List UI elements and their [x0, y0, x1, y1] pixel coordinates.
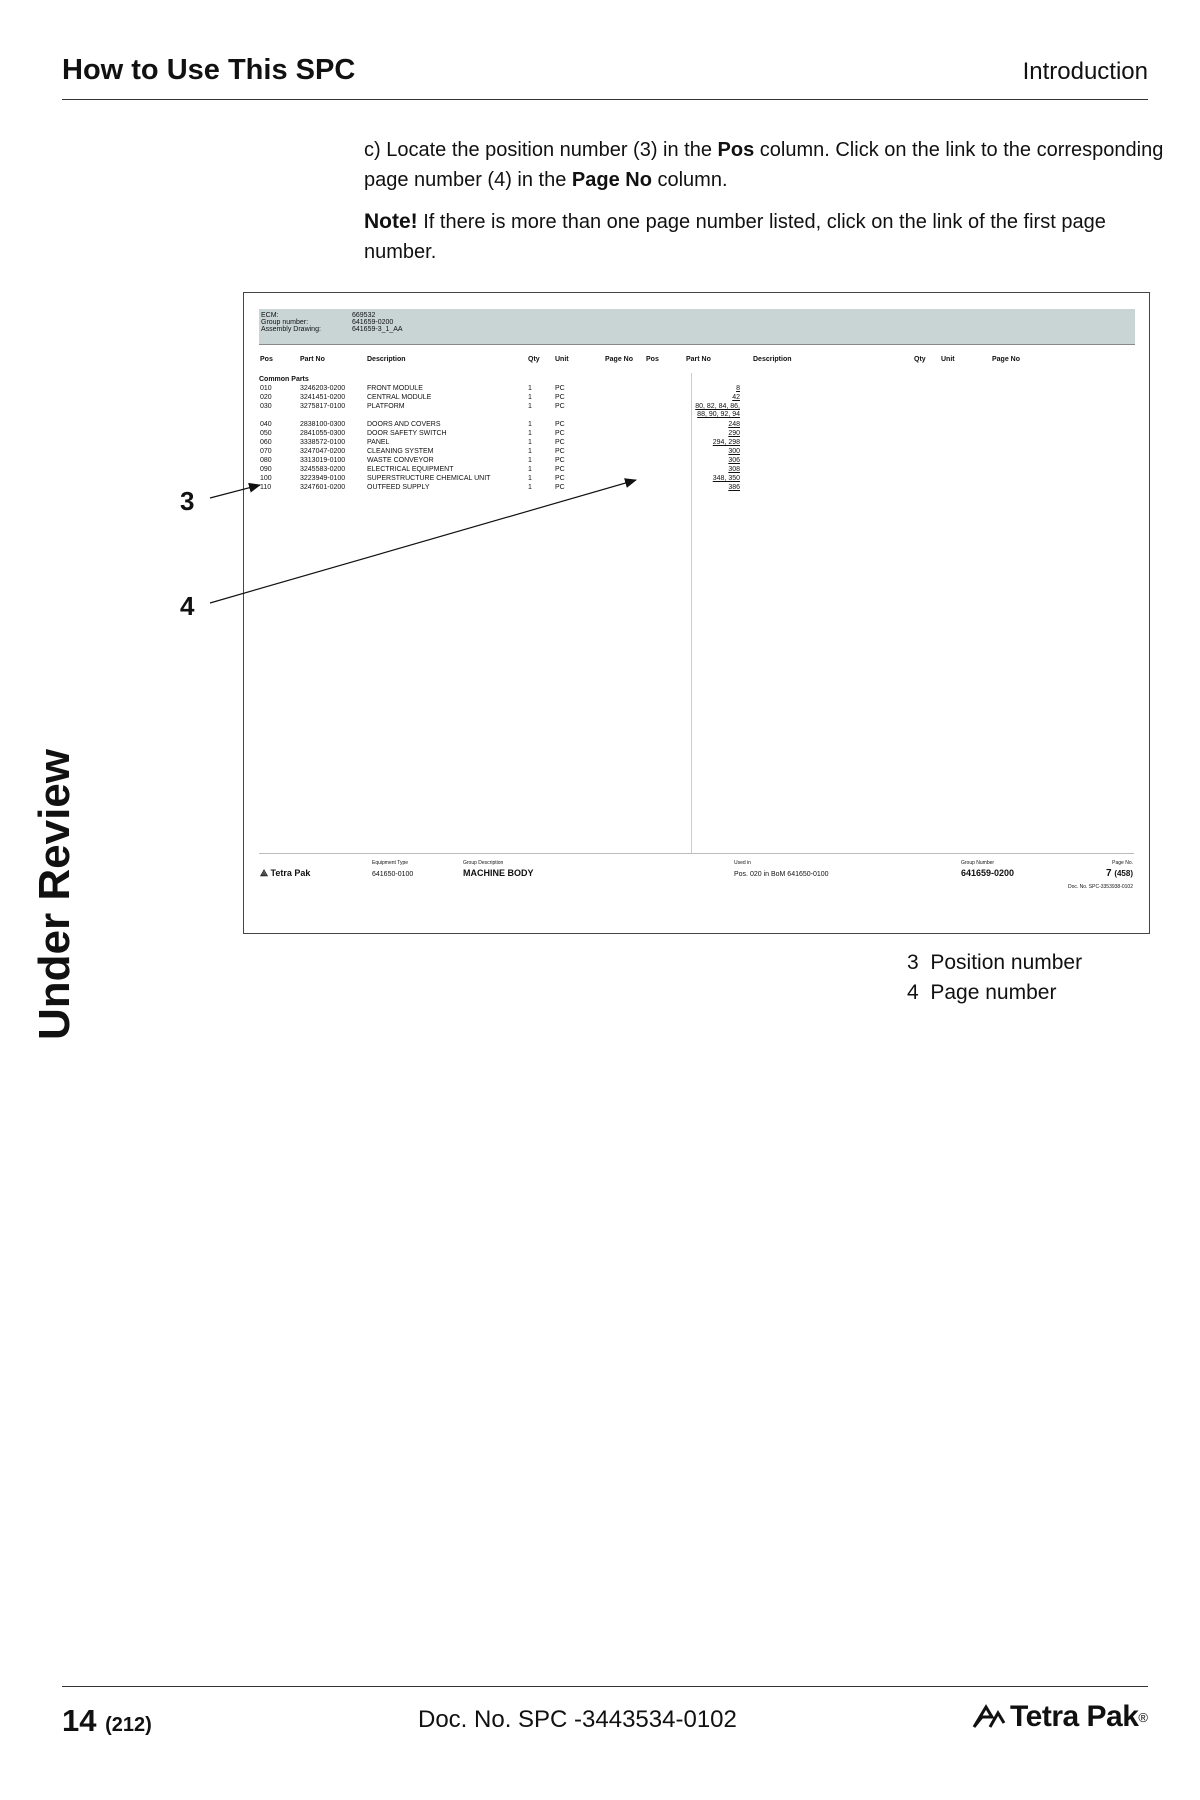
- page-number-value: 14: [62, 1703, 97, 1738]
- row-description: CLEANING SYSTEM: [367, 448, 434, 455]
- legend-text: Position number: [930, 951, 1083, 974]
- row-qty: 1: [528, 466, 532, 473]
- row-unit: PC: [555, 403, 565, 410]
- tetra-pak-icon: [970, 1703, 1010, 1731]
- instruction-text-3: column.: [651, 169, 728, 191]
- row-part-no: 3223949-0100: [300, 475, 346, 482]
- page-no-label: Page No.: [1112, 860, 1133, 866]
- row-qty: 1: [528, 484, 532, 491]
- row-pos: 050: [260, 430, 272, 437]
- legend-num: 4: [907, 981, 919, 1004]
- info-value: 641659-3_1_AA: [352, 326, 403, 333]
- callout-3: 3: [180, 486, 195, 516]
- row-description: FRONT MODULE: [367, 385, 423, 392]
- row-page-link[interactable]: 88, 90, 92, 94: [697, 411, 740, 418]
- row-description: PLATFORM: [367, 403, 405, 410]
- row-qty: 1: [528, 439, 532, 446]
- row-qty: 1: [528, 385, 532, 392]
- row-description: PANEL: [367, 439, 390, 446]
- page-no-column-name: Page No: [571, 169, 652, 191]
- group-description-value: MACHINE BODY: [463, 868, 534, 878]
- arrow-4: [210, 480, 636, 603]
- column-header-left: Qty: [528, 356, 540, 363]
- column-header-right: Unit: [941, 356, 955, 363]
- page-total: (212): [105, 1714, 152, 1736]
- row-unit: PC: [555, 466, 565, 473]
- row-pos: 070: [260, 448, 272, 455]
- page-number: [62, 1703, 152, 1739]
- note-label: Note!: [364, 210, 418, 233]
- row-description: OUTFEED SUPPLY: [367, 484, 430, 491]
- equipment-type-label: Equipment Type: [372, 860, 409, 866]
- row-qty: 1: [528, 394, 532, 401]
- column-header-left: Description: [367, 356, 406, 363]
- pos-column-name: Pos: [717, 139, 755, 161]
- row-qty: 1: [528, 421, 532, 428]
- row-part-no: 3246203-0200: [300, 385, 346, 392]
- row-page-link[interactable]: 308: [728, 466, 740, 473]
- row-qty: 1: [528, 430, 532, 437]
- row-page-link[interactable]: 386: [728, 484, 740, 491]
- legend-num: 3: [907, 951, 919, 974]
- row-pos: 020: [260, 394, 272, 401]
- row-unit: PC: [555, 421, 565, 428]
- under-review-watermark: Under Review: [30, 749, 79, 1040]
- row-part-no: 3245583-0200: [300, 466, 346, 473]
- legend-text: Page number: [930, 981, 1057, 1004]
- tetra-pak-mini-icon: ⟁: [260, 868, 269, 878]
- column-header-left: Unit: [555, 356, 569, 363]
- row-part-no: 3275817-0100: [300, 403, 346, 410]
- row-pos: 010: [260, 385, 272, 392]
- row-page-link[interactable]: 290: [728, 430, 740, 437]
- row-part-no: 3241451-0200: [300, 394, 346, 401]
- row-page-link[interactable]: 8: [736, 385, 740, 392]
- note-text: If there is more than one page number listed, click on the link of the first page number.: [364, 211, 1106, 263]
- column-header-right: Qty: [914, 356, 926, 363]
- page-no-total: (458): [1114, 869, 1133, 878]
- column-header-right: Part No: [686, 356, 711, 363]
- row-unit: PC: [555, 484, 565, 491]
- mini-doc-no: Doc. No. SPC-3353938-0102: [1067, 884, 1133, 890]
- row-unit: PC: [555, 448, 565, 455]
- row-pos: 100: [260, 475, 272, 482]
- callout-legend: [907, 948, 1082, 1008]
- column-header-right: Pos: [646, 356, 659, 363]
- row-pos: 040: [260, 421, 272, 428]
- column-header-left: Page No: [605, 356, 634, 363]
- section-name: Introduction: [1022, 58, 1148, 85]
- info-value: 641659-0200: [352, 319, 394, 326]
- arrow-3: [210, 485, 260, 498]
- brand-registered-mark: ®: [1138, 1709, 1148, 1725]
- info-label: Assembly Drawing:: [261, 326, 321, 333]
- instruction-text-2: column. Click on the link to the corresponding page number (4) in the: [364, 139, 1164, 191]
- row-qty: 1: [528, 448, 532, 455]
- group-number-value: 641659-0200: [961, 868, 1015, 878]
- row-pos: 090: [260, 466, 272, 473]
- column-header-left: Pos: [260, 356, 273, 363]
- row-unit: PC: [555, 457, 565, 464]
- row-part-no: 3247601-0200: [300, 484, 346, 491]
- info-label: ECM:: [261, 312, 279, 319]
- footer-rule-main: [62, 1686, 1148, 1687]
- row-description: DOOR SAFETY SWITCH: [367, 430, 447, 437]
- row-description: ELECTRICAL EQUIPMENT: [367, 466, 454, 473]
- row-qty: 1: [528, 403, 532, 410]
- row-unit: PC: [555, 394, 565, 401]
- brand-name: Tetra Pak: [1010, 1700, 1139, 1733]
- page-title: How to Use This SPC: [62, 54, 356, 86]
- legend-item: [907, 948, 1082, 978]
- row-description: CENTRAL MODULE: [367, 394, 432, 401]
- group-description-label: Group Description: [463, 860, 504, 866]
- row-page-link[interactable]: 294, 298: [712, 439, 740, 446]
- used-in-label: Used in: [734, 860, 751, 866]
- row-part-no: 3247047-0200: [300, 448, 346, 455]
- group-number-label: Group Number: [961, 860, 995, 866]
- mini-brand-name: Tetra Pak: [270, 868, 311, 878]
- row-qty: 1: [528, 475, 532, 482]
- row-part-no: 3313019-0100: [300, 457, 346, 464]
- row-unit: PC: [555, 475, 565, 482]
- row-unit: PC: [555, 439, 565, 446]
- instruction-text-1: c) Locate the position number (3) in the: [364, 139, 718, 161]
- row-description: WASTE CONVEYOR: [367, 457, 434, 464]
- row-description: SUPERSTRUCTURE CHEMICAL UNIT: [367, 475, 491, 482]
- info-value: 669532: [352, 312, 376, 319]
- row-part-no: 2838100-0300: [300, 421, 346, 428]
- legend-item: [907, 978, 1082, 1008]
- info-label: Group number:: [261, 319, 309, 326]
- page-no-number: 7: [1105, 868, 1112, 879]
- group-heading: Common Parts: [259, 376, 309, 383]
- column-header-right: Page No: [992, 356, 1021, 363]
- document-number: Doc. No. SPC -3443534-0102: [418, 1706, 737, 1733]
- row-pos: 060: [260, 439, 272, 446]
- row-pos: 030: [260, 403, 272, 410]
- row-page-link[interactable]: 42: [732, 394, 740, 401]
- row-page-link[interactable]: 80, 82, 84, 86,: [695, 403, 740, 410]
- column-header-right: Description: [753, 356, 792, 363]
- row-page-link[interactable]: 248: [728, 421, 740, 428]
- row-page-link[interactable]: 348, 350: [712, 475, 740, 482]
- row-part-no: 2841055-0300: [300, 430, 346, 437]
- used-in-value: Pos. 020 in BoM 641650-0100: [734, 871, 829, 878]
- row-unit: PC: [555, 430, 565, 437]
- tetra-pak-logo: [970, 1700, 1148, 1734]
- equipment-type-value: 641650-0100: [372, 871, 414, 878]
- column-header-left: Part No: [300, 356, 325, 363]
- row-pos: 110: [260, 484, 272, 491]
- callout-4: 4: [180, 591, 195, 621]
- row-qty: 1: [528, 457, 532, 464]
- row-part-no: 3338572-0100: [300, 439, 346, 446]
- row-page-link[interactable]: 300: [728, 448, 740, 455]
- row-unit: PC: [555, 385, 565, 392]
- row-pos: 080: [260, 457, 272, 464]
- row-page-link[interactable]: 306: [728, 457, 740, 464]
- row-description: DOORS AND COVERS: [367, 421, 441, 428]
